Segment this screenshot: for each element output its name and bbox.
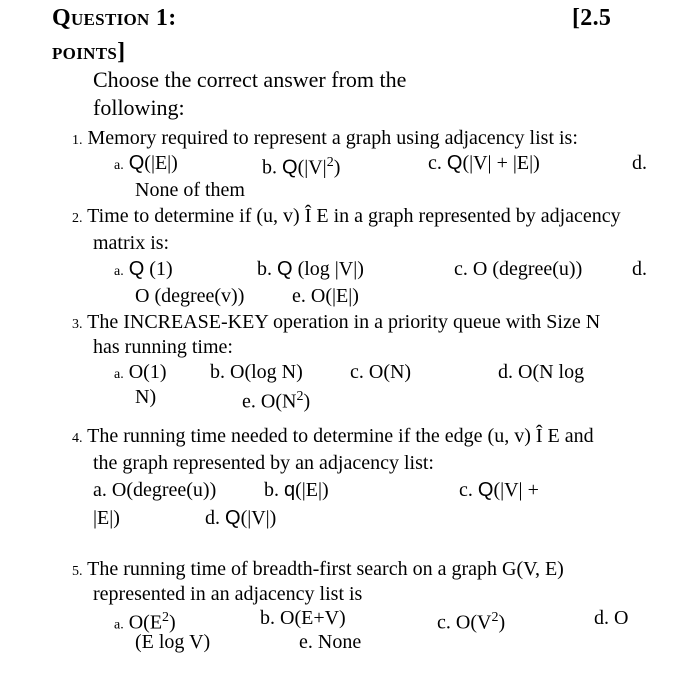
question-number: 4. xyxy=(72,431,83,446)
option-b: b. $Q(|V|^2)$ xyxy=(262,155,341,179)
instruction-line-1: Choose the correct answer from the xyxy=(93,67,407,92)
option-d: d. xyxy=(632,152,647,174)
option-a: a. Q(|E|) xyxy=(114,152,178,174)
question-3-text xyxy=(72,310,600,337)
option-c-text: |E|) xyxy=(93,507,120,529)
option-d: d. Q(|V|) xyxy=(205,507,277,529)
option-e: e. $O(N^2)$ xyxy=(242,389,311,413)
question-text-line: matrix is: xyxy=(93,232,170,254)
option-b: b. O(log N) xyxy=(210,361,303,383)
option-c: c. O(N) xyxy=(350,361,412,383)
question-number: 1. xyxy=(72,133,83,148)
theta-symbol: Q xyxy=(446,152,463,174)
question-number: 3. xyxy=(72,317,83,332)
question-text-line: Memory required to represent a graph using adjacency list is: xyxy=(87,127,578,149)
question-title: Question 1: xyxy=(52,5,177,31)
option-a: a. Q (1) xyxy=(114,258,173,280)
option-a: a. $O(E^2)$ xyxy=(114,610,176,634)
theta-symbol: Q xyxy=(225,507,241,529)
question-text-line: the graph represented by an adjacency list: xyxy=(93,452,434,474)
question-2-text xyxy=(72,204,621,231)
option-d-text: O (degree(v)) xyxy=(135,285,245,307)
points-value: [2.5 xyxy=(572,5,612,31)
theta-symbol: Q xyxy=(128,258,145,280)
option-b: b. q(|E|) xyxy=(264,479,329,501)
option-d-text: N) xyxy=(135,386,157,408)
theta-symbol: Q xyxy=(282,156,298,179)
question-5-text xyxy=(72,557,564,584)
option-d: d. O xyxy=(594,607,629,629)
option-d: d. xyxy=(632,258,647,280)
option-c: c. O (degree(u)) xyxy=(454,258,583,280)
question-text-line: represented in an adjacency list is xyxy=(93,583,363,605)
theta-symbol: Q xyxy=(477,479,494,501)
option-c: c. Q(|V| + xyxy=(459,479,539,501)
question-1-text xyxy=(72,126,578,153)
option-d: d. O(N log xyxy=(498,361,585,383)
question-text-line: The INCREASE-KEY operation in a priority queue with Size N xyxy=(87,311,601,333)
option-e: e. None xyxy=(299,631,362,653)
option-a: a. O(1) xyxy=(114,361,167,383)
theta-symbol: Q xyxy=(277,258,293,280)
question-number: 2. xyxy=(72,211,83,226)
question-text-line: Time to determine if (u, v) Î E in a graph represented by adjacency xyxy=(87,205,621,227)
option-a: a. O(degree(u)) xyxy=(93,479,217,501)
instruction-line-2: following: xyxy=(93,95,185,120)
points-label: points] xyxy=(52,39,126,65)
option-b: b. Q (log |V|) xyxy=(257,258,364,280)
question-text-line: The running time needed to determine if the edge (u, v) Î E and xyxy=(87,425,594,447)
question-number: 5. xyxy=(72,564,83,579)
question-4-text xyxy=(72,424,594,451)
option-c: c. $O(V^2)$ xyxy=(437,610,506,634)
option-b: b. O(E+V) xyxy=(260,607,346,629)
question-text-line: The running time of breadth-first search on a graph G(V, E) xyxy=(87,558,564,580)
theta-symbol: Q xyxy=(128,152,145,174)
option-d-text: None of them xyxy=(135,179,245,201)
option-c: c. Q(|V| + |E|) xyxy=(428,152,540,174)
option-e: e. O(|E|) xyxy=(292,285,359,307)
question-text-line: has running time: xyxy=(93,336,233,358)
option-d-text: (E log V) xyxy=(135,631,211,653)
theta-symbol: q xyxy=(284,479,296,501)
